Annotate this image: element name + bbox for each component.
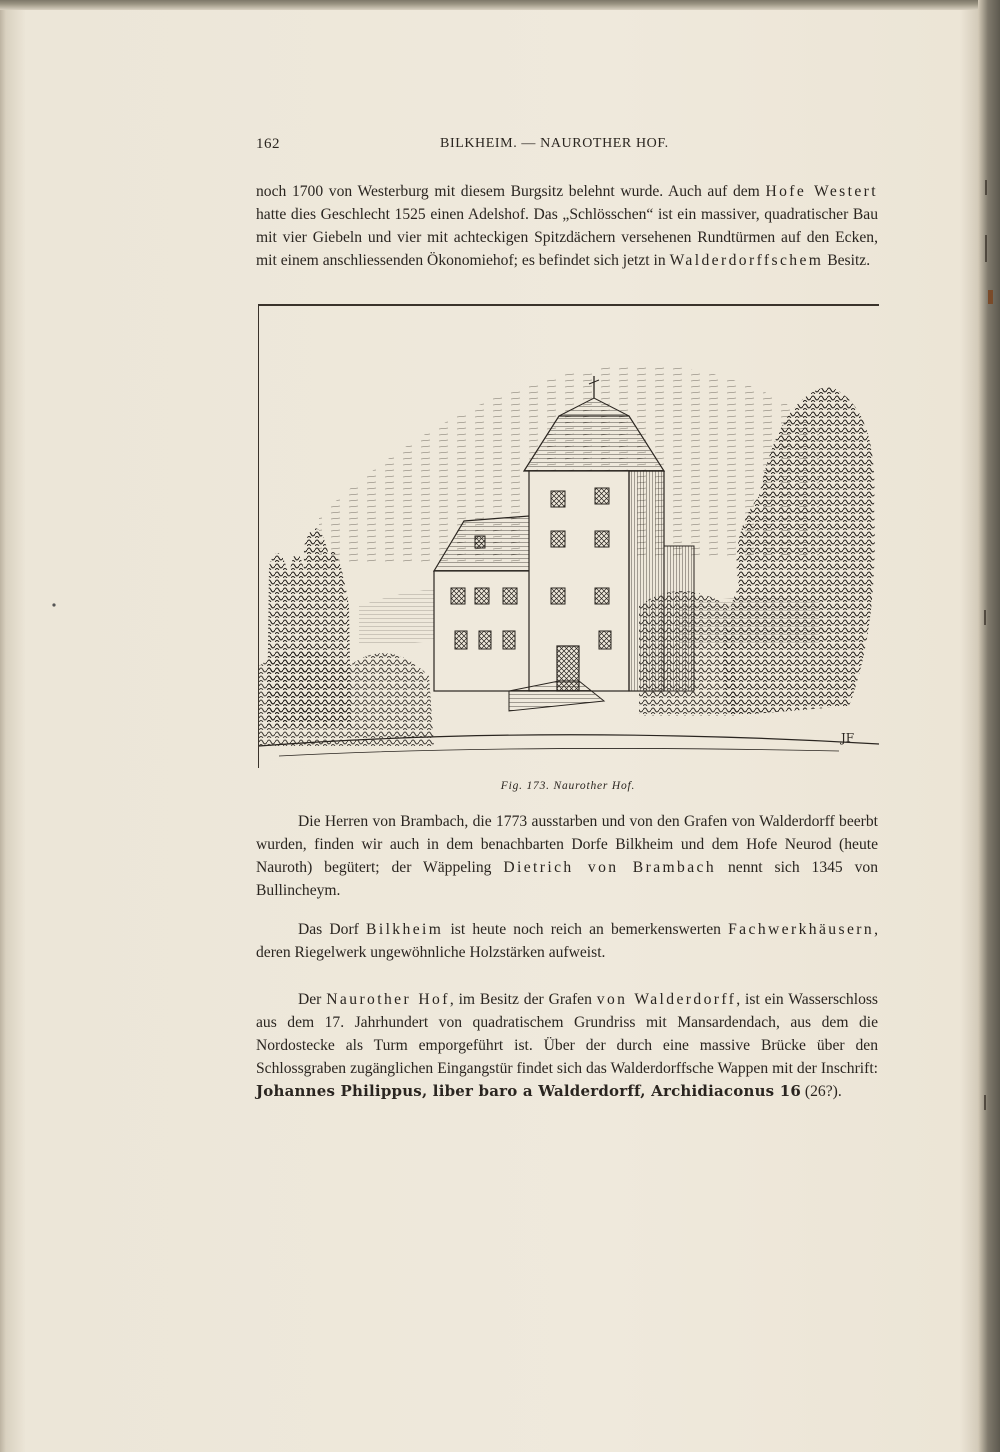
page-number: 162 <box>256 136 280 152</box>
owner-name-walderdorffschem: Walderdorffschem <box>669 252 824 269</box>
term-fachwerkhaeusern: Fachwerkhäusern <box>728 921 875 938</box>
running-head: BILKHEIM. — NAUROTHER HOF. <box>440 136 669 151</box>
place-name-hofe-westert: Hofe Westert <box>765 183 879 200</box>
paragraph-3-text-c: , deren Riegelwerk ungewöhnliche Holzstärken aufweist. <box>256 921 878 961</box>
paragraph-2-text-a: Die Herren von Brambach, die 1773 ausstarben und von den Grafen von Walderdorff beerbt wurden, finden wir auch in dem benachbarten Dorfe Bilkheim und dem Hofe Neurod (heute Nauroth) begütert; der Wäppeling <box>256 813 878 876</box>
figure-illustration <box>258 304 879 768</box>
paragraph-1 <box>256 180 878 272</box>
place-name-bilkheim: Bilkheim <box>366 921 444 938</box>
paragraph-4-text-a: Der <box>298 991 327 1008</box>
artist-monogram: JF <box>841 731 855 745</box>
paragraph-1-text-a: noch 1700 von Westerburg mit diesem Burgsitz belehnt wurde. Auch auf dem <box>256 183 766 200</box>
paragraph-3 <box>256 918 878 964</box>
paragraph-4-text-d: (26?). <box>801 1083 842 1100</box>
paragraph-1-text-c: Besitz. <box>823 252 871 269</box>
paragraph-2-text-b: nennt sich 1345 von Bullincheym. <box>256 859 878 899</box>
place-name-naurother-hof: Naurother Hof <box>326 991 450 1008</box>
paragraph-4-text-b: , im Besitz der Grafen <box>449 991 597 1008</box>
paragraph-1-text-b: hatte dies Geschlecht 1525 einen Adelshof. Das „Schlösschen“ ist ein massiver, quadratischer Bau mit vier Giebeln und vier mit achteckigen Spitzdächern versehenen Rundtürmen auf den Ecken, mit einem anschliessenden Ökonomiehof; es befindet sich jetzt in <box>256 206 878 269</box>
naurother-hof-engraving <box>259 306 879 768</box>
page-header <box>256 136 878 160</box>
figure-caption: Fig. 173. Naurother Hof. <box>500 780 636 792</box>
paragraph-3-text-a: Das Dorf <box>298 921 367 938</box>
paragraph-2 <box>256 810 878 902</box>
inscription-text: Johannes Philippus, liber baro a Walderdorff, Archidiaconus 16 <box>256 1082 802 1100</box>
family-name-von-walderdorff: von Walderdorff <box>596 991 737 1008</box>
person-name-dietrich-von-brambach: Dietrich von Brambach <box>503 859 717 876</box>
paragraph-3-text-b: ist heute noch reich an bemerkenswerten <box>443 921 729 938</box>
paragraph-4-text-c: , ist ein Wasserschloss aus dem 17. Jahrhundert von quadratischem Grundriss mit Mansardendach, aus dem die Nordostecke als Turm emporgeführt ist. Über der durch eine massive Brücke über den Schlossgraben zugänglichen Eingangstür findet sich das Walderdorffsche Wappen mit der Inschrift: <box>256 991 879 1077</box>
paragraph-4 <box>256 988 878 1103</box>
